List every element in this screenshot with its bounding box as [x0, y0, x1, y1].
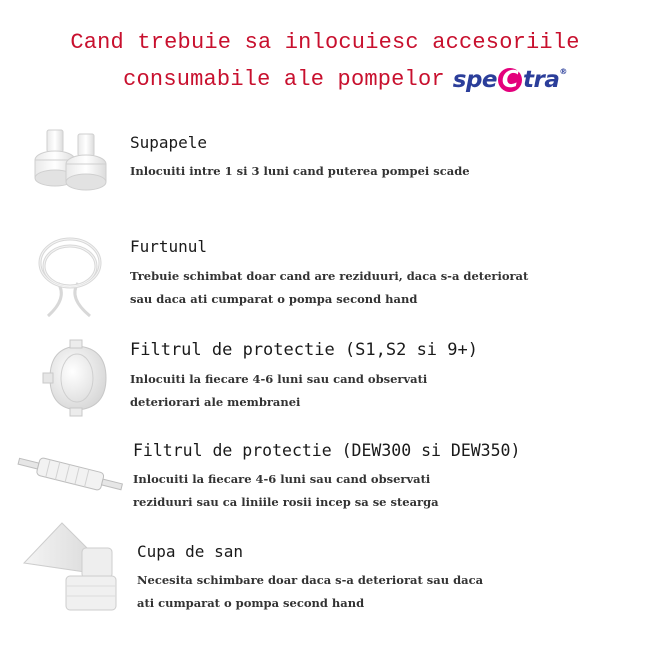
desc-line: Necesita schimbare doar daca s-a deteriorat sau daca	[137, 573, 484, 587]
item-title-filter-dew: Filtrul de protectie (DEW300 si DEW350)	[133, 441, 521, 460]
breast-shield-icon	[22, 518, 132, 618]
item-desc-filter-dew	[133, 468, 439, 514]
desc-line: Inlocuiti la fiecare 4-6 luni sau cand observati	[130, 372, 428, 386]
tubing-icon	[28, 228, 108, 323]
desc-line: sau daca ati cumparat o pompa second hand	[130, 292, 418, 306]
item-desc-tubing	[130, 265, 528, 311]
desc-line: Inlocuiti la fiecare 4-6 luni sau cand observati	[133, 472, 431, 486]
item-title-breast-shield: Cupa de san	[137, 542, 243, 561]
desc-line: Inlocuiti intre 1 si 3 luni cand puterea pompei scade	[130, 164, 470, 178]
page-title-line1: Cand trebuie sa inlocuiesc accesoriile	[70, 30, 580, 55]
desc-line: deteriorari ale membranei	[130, 395, 301, 409]
item-desc-breast-shield	[137, 569, 483, 615]
item-title-valves: Supapele	[130, 133, 208, 152]
item-desc-filter-s	[130, 368, 427, 414]
page-title-line2-text: consumabile ale pompelor	[123, 67, 445, 92]
desc-line: ati cumparat o pompa second hand	[137, 596, 365, 610]
item-title-tubing: Furtunul	[130, 237, 208, 256]
desc-line: Trebuie schimbat doar cand are reziduuri, daca s-a deteriorat	[130, 269, 529, 283]
page-title-line2	[20, 67, 650, 93]
valve-icon	[30, 122, 110, 197]
spectra-logo: spe C tra®	[452, 67, 567, 93]
item-desc-valves	[130, 160, 470, 183]
inline-filter-icon	[15, 450, 125, 500]
filter-icon	[40, 338, 115, 418]
item-title-filter-s: Filtrul de protectie (S1,S2 si 9+)	[130, 340, 478, 360]
desc-line: reziduuri sau ca liniile rosii incep sa se stearga	[133, 495, 439, 509]
